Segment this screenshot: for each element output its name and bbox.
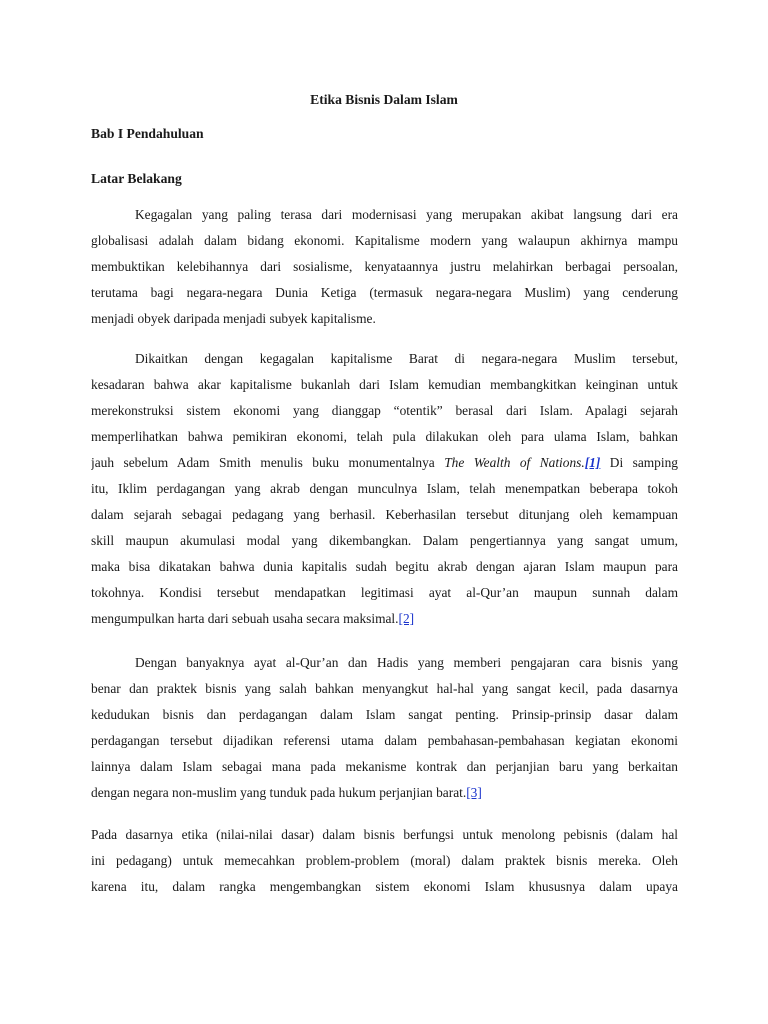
footnote-link-3[interactable]: [3] xyxy=(466,785,482,800)
chapter-heading: Bab I Pendahuluan xyxy=(91,126,204,141)
text-segment: mengumpulkan harta dari sebuah usaha secara maksimal. xyxy=(91,611,399,626)
footnote-link-2[interactable]: [2] xyxy=(398,611,415,626)
text-line: kedudukan bisnis dan perdagangan dalam Islam sangat penting. Prinsip-prinsip dasar dalam xyxy=(91,707,678,722)
text-line xyxy=(91,450,678,476)
text-line: karena itu, dalam rangka mengembangkan sistem ekonomi Islam khususnya dalam upaya xyxy=(91,879,678,894)
text-line: maka bisa dikatakan bahwa dunia kapitalis sudah begitu akrab dengan ajaran Islam maupun para xyxy=(91,559,678,574)
text-line xyxy=(91,780,678,806)
text-line: merekonstruksi sistem ekonomi yang dianggap “otentik” berasal dari Islam. Apalagi sejarah xyxy=(91,403,678,418)
footnote-link-1[interactable]: [1] xyxy=(584,455,601,470)
text-line: perdagangan tersebut dijadikan referensi utama dalam pembahasan-pembahasan kegiatan ekonomi xyxy=(91,733,678,748)
text-line: tokohnya. Kondisi tersebut mendapatkan legitimasi ayat al-Qur’an maupun sunnah dalam xyxy=(91,585,678,600)
text-line: dalam sejarah sebagai pedagang yang berhasil. Keberhasilan tersebut ditunjang oleh kemampuan xyxy=(91,507,678,522)
text-segment: Di samping xyxy=(600,455,678,470)
paragraph-3 xyxy=(91,650,678,806)
text-line xyxy=(91,606,678,632)
paragraph-4 xyxy=(91,822,678,900)
text-segment: dengan negara non-muslim yang tunduk pada hukum perjanjian barat. xyxy=(91,785,467,800)
text-line: kesadaran bahwa akar kapitalisme bukanlah dari Islam kemudian membangkitkan keinginan untuk xyxy=(91,377,678,392)
text-line: memperlihatkan bahwa pemikiran ekonomi, telah pula dilakukan oleh para ulama Islam, bahkan xyxy=(91,429,678,444)
text-segment: jauh sebelum Adam Smith menulis buku monumentalnya xyxy=(91,455,445,470)
document-title: Etika Bisnis Dalam Islam xyxy=(310,92,458,107)
text-line: menjadi obyek daripada menjadi subyek kapitalisme. xyxy=(91,311,376,326)
paragraph-2 xyxy=(91,346,678,632)
text-line: Kegagalan yang paling terasa dari modernisasi yang merupakan akibat langsung dari era xyxy=(135,207,678,222)
book-title: The Wealth of Nations. xyxy=(444,455,585,470)
text-line: terutama bagi negara-negara Dunia Ketiga (termasuk negara-negara Muslim) yang cenderung xyxy=(91,285,678,300)
text-line: Dengan banyaknya ayat al-Qur’an dan Hadis yang memberi pengajaran cara bisnis yang xyxy=(135,655,678,670)
text-line: globalisasi adalah dalam bidang ekonomi. Kapitalisme modern yang walaupun akhirnya mampu xyxy=(91,233,678,248)
paragraph-1 xyxy=(91,202,678,332)
text-line: skill maupun akumulasi modal yang dikembangkan. Dalam pengertiannya yang sangat umum, xyxy=(91,533,678,548)
text-line: benar dan praktek bisnis yang salah bahkan menyangkut hal-hal yang sangat kecil, pada dasarnya xyxy=(91,681,678,696)
text-line: lainnya dalam Islam sebagai mana pada mekanisme kontrak dan perjanjian baru yang berkaitan xyxy=(91,759,678,774)
text-line: Pada dasarnya etika (nilai-nilai dasar) dalam bisnis berfungsi untuk menolong pebisnis (dalam hal xyxy=(91,827,678,842)
text-line: itu, Iklim perdagangan yang akrab dengan munculnya Islam, telah menempatkan beberapa tokoh xyxy=(91,481,678,496)
text-line: membuktikan kelebihannya dari sosialisme, kenyataannya justru melahirkan berbagai persoalan, xyxy=(91,259,678,274)
text-line: Dikaitkan dengan kegagalan kapitalisme Barat di negara-negara Muslim tersebut, xyxy=(135,351,678,366)
section-heading: Latar Belakang xyxy=(91,171,182,186)
text-line: ini pedagang) untuk memecahkan problem-problem (moral) dalam praktek bisnis mereka. Oleh xyxy=(91,853,678,868)
